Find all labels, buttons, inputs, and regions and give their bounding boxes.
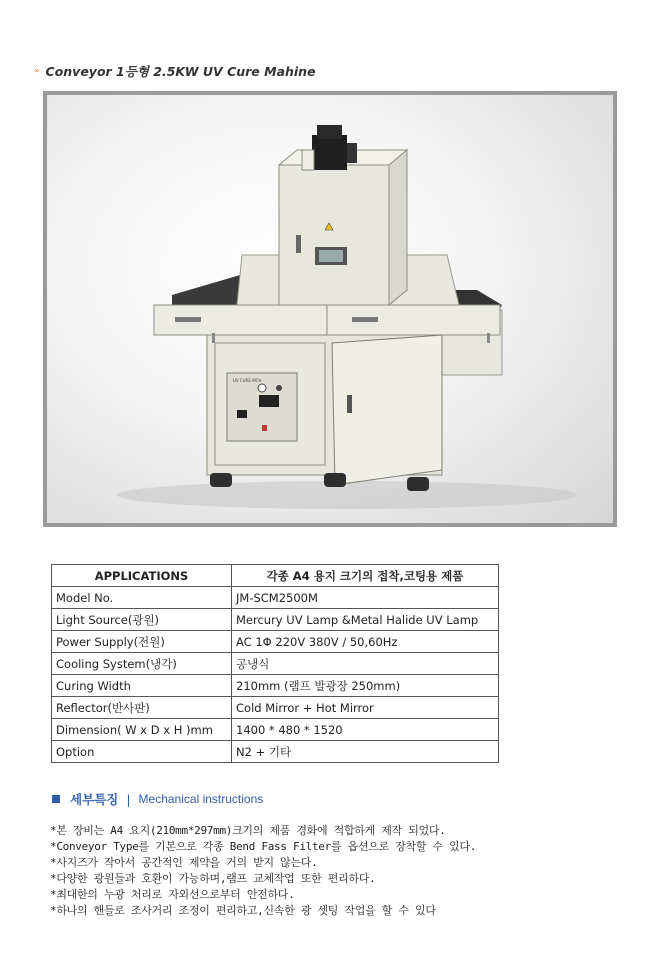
table-row bbox=[52, 675, 499, 697]
spec-label: Light Source(광원) bbox=[52, 609, 232, 631]
table-row bbox=[52, 609, 499, 631]
section-separator: | bbox=[126, 791, 131, 807]
spec-label: Power Supply(전원) bbox=[52, 631, 232, 653]
spec-value: JM-SCM2500M bbox=[232, 587, 499, 609]
list-item: *Conveyor Type를 기본으로 각종 Bend Fass Filter를 옵션으로 장착할 수 있다. bbox=[50, 840, 477, 853]
spec-label: Model No. bbox=[52, 587, 232, 609]
table-row bbox=[52, 719, 499, 741]
spec-value: 1400 * 480 * 1520 bbox=[232, 719, 499, 741]
uv-cure-machine-illustration bbox=[47, 95, 613, 523]
table-row bbox=[52, 653, 499, 675]
section-title-ko: 세부특징 bbox=[70, 792, 119, 807]
section-title-en: Mechanical instructions bbox=[138, 792, 264, 806]
table-row bbox=[52, 697, 499, 719]
product-photo bbox=[43, 91, 617, 527]
page-title: Conveyor 1등형 2.5KW UV Cure Mahine bbox=[45, 64, 316, 79]
spec-label: Reflector(반사판) bbox=[52, 697, 232, 719]
spec-label: Curing Width bbox=[52, 675, 232, 697]
list-item: *사지즈가 작아서 공간적인 제약을 거의 받지 않는다. bbox=[50, 856, 318, 869]
spec-value: Cold Mirror + Hot Mirror bbox=[232, 697, 499, 719]
list-item: *하나의 핸들로 조사거리 조정이 편리하고,신속한 광 셋팅 작업을 할 수 있다 bbox=[50, 904, 436, 917]
square-bullet-icon bbox=[52, 795, 60, 803]
table-row bbox=[52, 587, 499, 609]
list-item: *다양한 광원들과 호환이 가능하며,램프 교체작업 또한 편리하다. bbox=[50, 872, 376, 885]
title-arrow-icon: » bbox=[34, 66, 40, 76]
table-row bbox=[52, 631, 499, 653]
spec-value: AC 1Φ 220V 380V / 50,60Hz bbox=[232, 631, 499, 653]
section-heading bbox=[52, 790, 263, 808]
spec-label: Cooling System(냉각) bbox=[52, 653, 232, 675]
list-item: *본 장비는 A4 요지(210mm*297mm)크기의 제품 경화에 적합하게 제작 되었다. bbox=[50, 824, 446, 837]
spec-value: Mercury UV Lamp &Metal Halide UV Lamp bbox=[232, 609, 499, 631]
spec-value: 210mm (램프 발광장 250mm) bbox=[232, 675, 499, 697]
table-row bbox=[52, 741, 499, 763]
spec-value: 공냉식 bbox=[232, 653, 499, 675]
spec-label: Dimension( W x D x H )mm bbox=[52, 719, 232, 741]
list-item: *최대한의 누광 처리로 자외선으로부터 안전하다. bbox=[50, 888, 295, 901]
spec-table bbox=[51, 564, 499, 763]
spec-header-applications-value: 각종 A4 용지 크기의 접착,코팅용 제품 bbox=[232, 565, 499, 587]
svg-text:UV CURE MCH: UV CURE MCH bbox=[233, 378, 262, 383]
spec-header-applications: APPLICATIONS bbox=[52, 565, 232, 587]
spec-value: N2 + 기타 bbox=[232, 741, 499, 763]
spec-table-header-row bbox=[52, 565, 499, 587]
spec-label: Option bbox=[52, 741, 232, 763]
page-title-row bbox=[34, 63, 316, 79]
feature-list bbox=[50, 823, 476, 919]
